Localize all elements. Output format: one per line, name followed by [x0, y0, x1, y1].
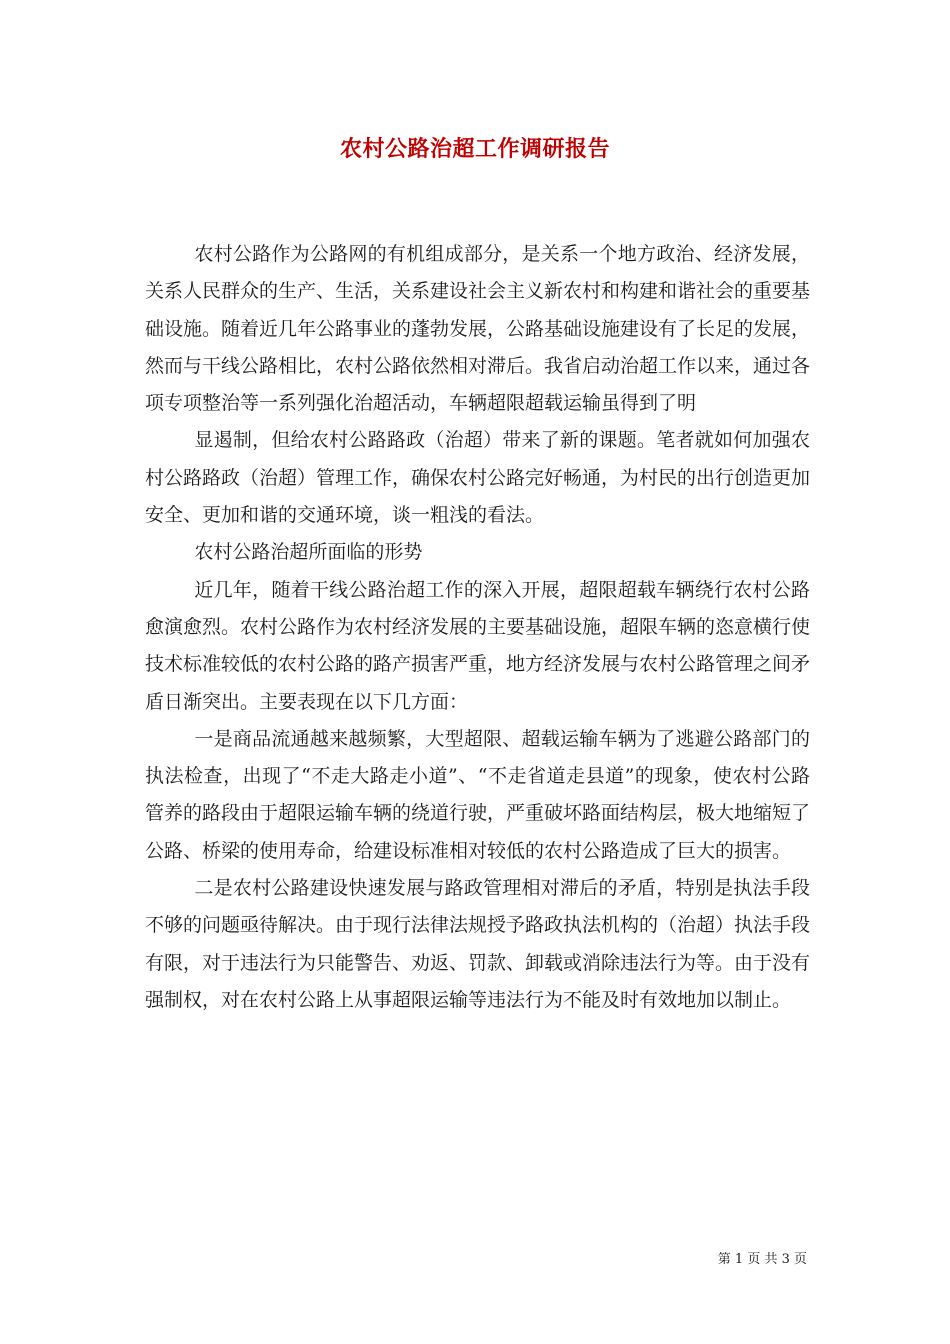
- paragraph-situation: 近几年，随着干线公路治超工作的深入开展，超限超载车辆绕行农村公路愈演愈烈。农村公路作为农村经济发展的主要基础设施，超限车辆的恣意横行使技术标准较低的农村公路的路产损害严重，地方经济发展与农村公路管理之间矛盾日渐突出。主要表现在以下几方面：: [145, 578, 811, 713]
- document-title: 农村公路治超工作调研报告: [339, 136, 610, 162]
- paragraph-point-one: 一是商品流通越来越频繁，大型超限、超载运输车辆为了逃避公路部门的执法检查，出现了“不走大路走小道”、“不走省道走县道”的现象，使农村公路管养的路段由于超限运输车辆的绕道行驶，严重破坏路面结构层，极大地缩短了公路、桥梁的使用寿命，给建设标准相对较低的农村公路造成了巨大的损害。: [145, 727, 811, 862]
- paragraph-point-two: 二是农村公路建设快速发展与路政管理相对滞后的矛盾，特别是执法手段不够的问题亟待解决。由于现行法律法规授予路政执法机构的（治超）执法手段有限，对于违法行为只能警告、劝返、罚款、卸载或消除违法行为等。由于没有强制权，对在农村公路上从事超限运输等违法行为不能及时有效地加以制止。: [145, 877, 811, 1011]
- section-heading: 农村公路治超所面临的形势: [194, 541, 423, 564]
- document-body: [145, 236, 810, 1019]
- paragraph-intro-continued: 显遏制，但给农村公路路政（治超）带来了新的课题。笔者就如何加强农村公路路政（治超）管理工作，确保农村公路完好畅通，为村民的出行创造更加安全、更加和谐的交通环境，谈一粗浅的看法。: [145, 429, 811, 527]
- paragraph-intro: 农村公路作为公路网的有机组成部分，是关系一个地方政治、经济发展，关系人民群众的生产、生活，关系建设社会主义新农村和构建和谐社会的重要基础设施。随着近几年公路事业的蓬勃发展，公路基础设施建设有了长足的发展，然而与干线公路相比，农村公路依然相对滞后。我省启动治超工作以来，通过各项专项整治等一系列强化治超活动，车辆超限超载运输虽得到了明: [145, 243, 811, 415]
- page-number-footer: 第 1 页 共 3 页: [717, 1252, 807, 1267]
